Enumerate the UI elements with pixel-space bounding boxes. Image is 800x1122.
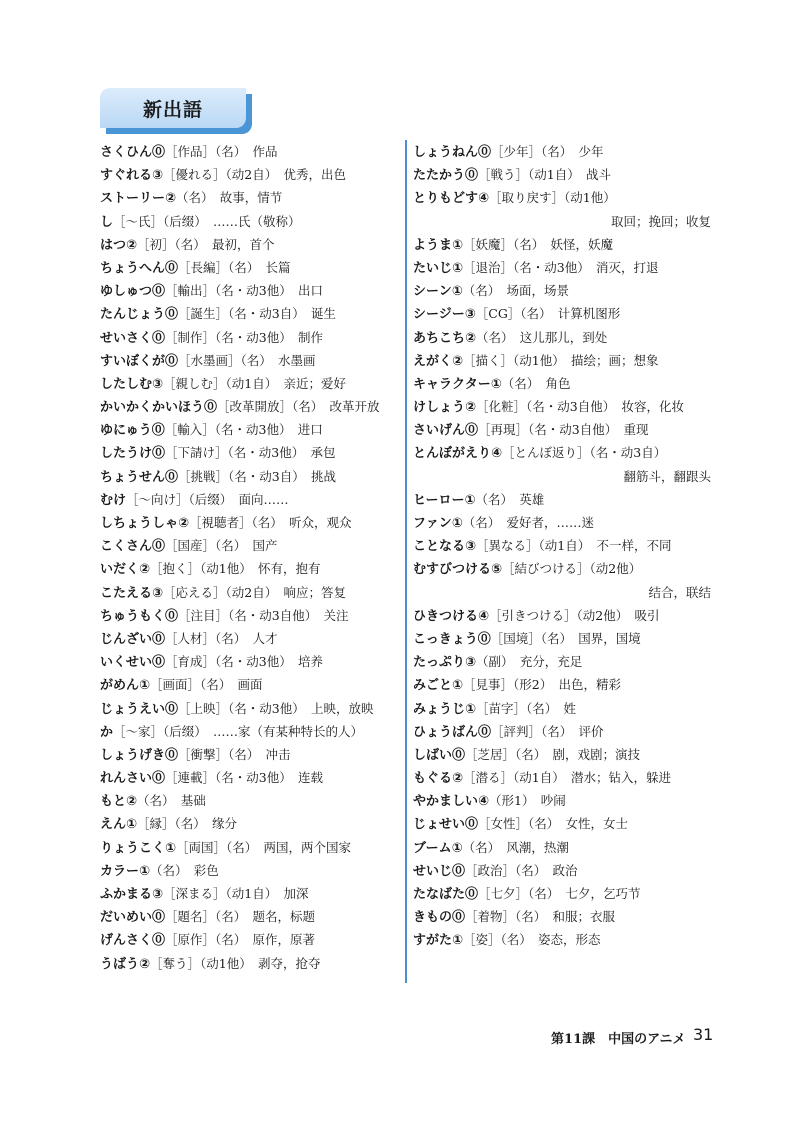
vocab-entry	[100, 326, 400, 349]
vocab-entry	[100, 557, 400, 580]
vocab-definition: （副） 充分，充足	[476, 654, 583, 670]
vocab-definition: ［両国］（名） 两国，两个国家	[176, 839, 352, 855]
vocab-entry	[100, 882, 400, 905]
vocab-definition: ［注目］（名・动3自他） 关注	[178, 607, 349, 623]
vocab-definition: ［輸入］（名・动3他） 进口	[164, 422, 323, 438]
vocab-definition: ［応える］（动2自） 响应；答复	[163, 584, 346, 600]
vocab-entry	[100, 673, 400, 696]
vocab-definition: ［衝撃］（名） 冲击	[178, 746, 291, 762]
vocab-entry	[100, 534, 400, 557]
vocab-entry	[100, 349, 400, 372]
vocab-entry	[100, 581, 400, 604]
vocab-reading: しちょうしゃ②	[100, 516, 190, 531]
vocab-definition: ［原作］（名） 原作，原著	[165, 932, 316, 948]
vocab-definition: ［抱く］（动1他） 怀有，抱有	[150, 561, 321, 577]
vocab-definition: ［芝居］（名） 剧，戏剧；演技	[465, 746, 641, 762]
vocab-entry	[413, 859, 711, 882]
vocab-entry-continuation	[413, 210, 711, 233]
vocab-reading: シーン①	[413, 284, 463, 300]
vocab-definition: ［連載］（名・动3他） 连载	[165, 770, 323, 786]
vocab-entry	[413, 395, 711, 418]
vocab-definition: ［少年］（名） 少年	[491, 144, 604, 159]
vocab-entry	[413, 418, 711, 441]
vocab-entry	[100, 789, 400, 812]
vocab-reading: せいさく⓪	[100, 330, 166, 346]
vocab-entry	[413, 812, 711, 835]
vocab-definition: ［題名］（名） 题名，标题	[165, 909, 316, 925]
page-number: 31	[693, 1025, 714, 1044]
vocab-definition: （名） 这儿那儿，到处	[476, 329, 608, 345]
vocab-definition: ［親しむ］（动1自） 亲近；爱好	[163, 375, 346, 391]
vocab-entry	[413, 163, 711, 186]
vocab-definition: ［国境］（名） 国界，国境	[490, 630, 641, 646]
vocab-definition: 结合，联结	[648, 584, 711, 600]
vocab-definition: （名） 角色	[501, 375, 571, 391]
vocab-reading: むけ	[100, 492, 127, 508]
vocab-reading: ちょうへん⓪	[100, 260, 179, 276]
vocab-entry	[413, 256, 711, 279]
vocab-definition: （名） 基础	[137, 793, 206, 809]
vocab-definition: ［見事］（形2） 出色，精彩	[463, 677, 621, 693]
vocab-definition: （形1） 吵闹	[489, 793, 566, 809]
vocab-definition: （名） 场面，场景	[462, 283, 570, 299]
vocab-entry	[100, 465, 400, 488]
vocab-definition: 取回；挽回；收复	[610, 213, 711, 229]
vocab-reading: すぐれる③	[100, 168, 164, 184]
vocab-entry	[100, 836, 400, 859]
vocab-reading: じんざい⓪	[100, 631, 166, 647]
vocab-definition: ［奪う］（动1他） 剥夺，抢夺	[150, 955, 321, 971]
vocab-definition: ［取り戻す］（动1他）	[489, 190, 616, 206]
vocab-definition: ［描く］（动1他） 描绘；画；想象	[463, 352, 659, 368]
vocab-reading: えん①	[100, 817, 138, 833]
vocab-reading: しょうげき⓪	[100, 747, 179, 763]
vocab-entry	[413, 372, 711, 395]
vocab-entry	[100, 720, 400, 743]
vocab-definition: ［制作］（名・动3他） 制作	[165, 329, 323, 345]
vocab-definition: ［長編］（名） 长篇	[178, 259, 291, 275]
vocab-reading: とりもどす④	[413, 191, 490, 207]
vocab-definition: ［挑戦］（名・动3自） 挑战	[178, 468, 336, 484]
vocab-reading: たいじ①	[413, 260, 464, 276]
vocab-entry	[100, 604, 400, 627]
vocab-reading: ちょうせん⓪	[100, 469, 179, 485]
vocab-definition: ［初］（名） 最初，首个	[137, 236, 275, 252]
vocab-entry	[413, 928, 711, 951]
vocab-definition: ［～氏］（后缀） ……氏（敬称）	[113, 213, 301, 229]
vocab-definition: ［育成］（名・动3他） 培养	[165, 654, 323, 670]
column-divider	[405, 140, 407, 983]
vocab-definition: ［作品］（名） 作品	[165, 144, 278, 159]
vocab-entry	[100, 905, 400, 928]
vocab-definition: ［輸出］（名・动3他） 出口	[165, 283, 323, 299]
vocab-reading: すがた①	[413, 933, 464, 949]
vocab-entry	[100, 952, 400, 975]
vocab-reading: し	[100, 214, 114, 230]
vocab-entry	[100, 627, 400, 650]
vocab-definition: ［画面］（名） 画面	[150, 677, 263, 693]
vocab-definition: ［～家］（后缀） ……家（有某种特长的人）	[113, 723, 364, 739]
vocab-entry-continuation	[413, 581, 711, 604]
vocab-entry	[413, 140, 711, 163]
vocab-reading: ちゅうもく⓪	[100, 608, 179, 624]
vocab-reading: しばい⓪	[413, 747, 466, 763]
vocab-entry	[100, 302, 400, 325]
vocab-entry	[100, 766, 400, 789]
vocab-entry-continuation	[413, 465, 711, 488]
vocab-reading: たなばた⓪	[413, 887, 479, 902]
vocab-reading: やかましい④	[413, 794, 490, 810]
vocab-reading: ストーリー②	[100, 191, 177, 207]
vocab-reading: たっぷり③	[413, 655, 477, 671]
vocab-reading: だいめい⓪	[100, 910, 166, 926]
vocab-reading: いだく②	[100, 562, 151, 578]
vocab-entry	[413, 743, 711, 766]
vocab-definition: ［改革開放］（名） 改革开放	[217, 399, 380, 415]
vocab-reading: ことなる③	[413, 539, 477, 555]
vocab-entry	[413, 604, 711, 627]
vocab-entry	[100, 279, 400, 302]
vocab-reading: じょうえい⓪	[100, 701, 179, 717]
vocab-reading: せいじ⓪	[413, 863, 466, 879]
vocab-definition: ［とんぼ返り］（名・动3自）	[502, 445, 667, 461]
vocab-entry	[413, 349, 711, 372]
vocab-reading: あちこち②	[413, 330, 477, 346]
vocab-entry	[413, 557, 711, 580]
vocab-definition: ［結びつける］（动2他）	[502, 561, 642, 577]
vocab-reading: はつ②	[100, 237, 138, 253]
vocab-reading: たたかう⓪	[413, 168, 479, 184]
vocab-entry	[413, 534, 711, 557]
vocab-entry	[100, 140, 400, 163]
vocab-reading: ファン①	[413, 516, 463, 531]
vocab-reading: たんじょう⓪	[100, 307, 179, 323]
vocab-column-left	[100, 140, 400, 975]
vocab-entry	[100, 928, 400, 951]
vocab-reading: しょうねん⓪	[413, 145, 492, 160]
vocab-reading: ゆしゅつ⓪	[100, 284, 166, 300]
vocab-definition: ［再現］（名・动3自他） 重现	[478, 422, 649, 438]
vocab-reading: もと②	[100, 794, 138, 810]
vocab-reading: したしむ③	[100, 376, 164, 392]
vocab-entry	[100, 233, 400, 256]
vocab-reading: じょせい⓪	[413, 817, 479, 833]
vocab-definition: ［潜る］（动1自） 潜水；钻入，躲进	[463, 770, 671, 786]
vocab-reading: キャラクター①	[413, 376, 502, 392]
vocab-definition: ［水墨画］（名） 水墨画	[178, 352, 316, 368]
vocab-reading: うばう②	[100, 956, 151, 972]
vocab-entry	[413, 766, 711, 789]
vocab-definition: ［女性］（名） 女性，女士	[478, 816, 629, 832]
vocab-reading: ようま①	[413, 237, 464, 253]
vocab-reading: とんぼがえり④	[413, 446, 503, 462]
vocab-entry	[413, 720, 711, 743]
vocab-definition: ［視聴者］（名） 听众，观众	[189, 515, 352, 530]
vocab-column-right	[413, 140, 711, 952]
vocab-definition: ［下請け］（名・动3他） 承包	[165, 445, 336, 461]
vocab-definition: ［異なる］（动1自） 不一样，不同	[476, 538, 672, 554]
vocab-definition: ［～向け］（后缀） 面向……	[126, 491, 289, 507]
vocab-reading: ゆにゅう⓪	[100, 423, 165, 439]
vocab-entry	[100, 697, 400, 720]
vocab-entry	[413, 326, 711, 349]
vocab-definition: ［着物］（名） 和服；衣服	[465, 909, 616, 925]
vocab-reading: みょうじ①	[413, 701, 477, 717]
vocab-reading: カラー①	[100, 863, 151, 879]
vocab-definition: ［上映］（名・动3他） 上映，放映	[178, 700, 374, 716]
vocab-reading: りょうこく①	[100, 840, 177, 856]
footer-lesson-title: 第11課 中国のアニメ	[551, 1032, 686, 1047]
vocab-entry	[413, 789, 711, 812]
vocab-reading: れんさい⓪	[100, 771, 166, 787]
vocab-reading: こっきょう⓪	[413, 631, 491, 647]
vocab-definition: ［退治］（名・动3他） 消灭，打退	[463, 259, 659, 275]
vocab-entry	[100, 488, 400, 511]
vocab-entry	[413, 673, 711, 696]
vocab-entry	[413, 233, 711, 256]
vocab-entry	[100, 418, 400, 441]
vocab-entry	[413, 627, 711, 650]
vocab-reading: すいぼくが⓪	[100, 353, 179, 369]
vocab-definition: ［苗字］（名） 姓	[476, 700, 577, 716]
vocab-entry	[100, 441, 400, 464]
vocab-entry	[413, 302, 711, 325]
vocab-reading: ヒーロー①	[413, 492, 476, 508]
vocab-entry	[100, 256, 400, 279]
page-title: 新出語	[100, 88, 246, 128]
vocab-definition: （名） 故事，情节	[176, 190, 283, 206]
vocab-reading: げんさく⓪	[100, 933, 166, 949]
vocab-definition: （名） 英雄	[475, 491, 545, 507]
vocab-definition: （名） 风潮，热潮	[462, 839, 569, 855]
vocab-entry	[413, 441, 711, 464]
vocab-reading: むすびつける⑤	[413, 562, 503, 578]
vocab-entry	[413, 882, 711, 905]
vocab-definition: 翻筋斗，翻跟头	[623, 468, 711, 484]
vocab-definition: ［誕生］（名・动3自） 诞生	[178, 306, 336, 322]
vocab-entry	[413, 488, 711, 511]
vocab-reading: こたえる③	[100, 585, 164, 601]
vocab-definition: ［引きつける］（动2他） 吸引	[489, 607, 660, 623]
vocab-entry	[100, 186, 400, 209]
vocab-entry	[413, 511, 711, 534]
vocab-definition: ［戦う］（动1自） 战斗	[478, 167, 611, 183]
vocab-reading: けしょう②	[413, 400, 477, 416]
vocab-definition: ［国産］（名） 国产	[165, 538, 278, 554]
vocab-reading: さくひん⓪	[100, 145, 166, 160]
vocab-entry	[100, 163, 400, 186]
vocab-reading: えがく②	[413, 353, 464, 369]
vocab-entry	[100, 859, 400, 882]
vocab-reading: ひょうばん⓪	[413, 724, 492, 740]
vocab-entry	[100, 511, 400, 534]
vocab-reading: ブーム①	[413, 840, 463, 856]
vocab-entry	[100, 650, 400, 673]
vocab-reading: いくせい⓪	[100, 655, 166, 671]
vocab-definition: ［化粧］（名・动3自他） 妆容，化妆	[476, 399, 684, 415]
vocab-definition: ［妖魔］（名） 妖怪，妖魔	[463, 236, 614, 252]
vocab-entry	[413, 650, 711, 673]
vocab-entry	[100, 743, 400, 766]
vocab-entry	[100, 812, 400, 835]
vocab-definition: （名） 爱好者，……迷	[462, 515, 595, 530]
vocab-entry	[413, 905, 711, 928]
vocab-definition: ［姿］（名） 姿态，形态	[463, 932, 601, 948]
vocab-reading: ひきつける④	[413, 608, 490, 624]
vocab-reading: きもの⓪	[413, 910, 466, 926]
vocab-entry	[100, 210, 400, 233]
vocab-entry	[100, 395, 400, 418]
vocab-entry	[100, 372, 400, 395]
vocab-reading: さいげん⓪	[413, 423, 479, 439]
vocab-definition: ［深まる］（动1自） 加深	[163, 886, 309, 901]
title-badge	[100, 88, 246, 128]
vocab-definition: ［七夕］（名） 七夕，乞巧节	[478, 886, 641, 901]
vocab-reading: したうけ⓪	[100, 446, 166, 462]
vocab-definition: ［優れる］（动2自） 优秀，出色	[163, 167, 346, 183]
vocab-definition: ［評判］（名） 评价	[491, 723, 604, 739]
vocab-entry	[413, 279, 711, 302]
vocab-definition: （名） 彩色	[150, 862, 219, 878]
vocab-reading: か	[100, 724, 114, 740]
vocab-reading: ふかまる③	[100, 887, 164, 902]
vocab-definition: ［人材］（名） 人才	[165, 630, 278, 646]
vocab-reading: もぐる②	[413, 771, 464, 787]
vocab-reading: かいかくかいほう⓪	[100, 400, 218, 416]
vocab-entry	[413, 836, 711, 859]
vocab-reading: こくさん⓪	[100, 539, 166, 555]
vocab-reading: がめん①	[100, 678, 151, 694]
vocab-entry	[413, 697, 711, 720]
vocab-reading: シージー③	[413, 307, 476, 323]
vocab-definition: ［CG］（名） 计算机图形	[475, 306, 621, 322]
vocab-reading: みごと①	[413, 678, 464, 694]
vocab-entry	[413, 186, 711, 209]
vocab-definition: ［政治］（名） 政治	[465, 862, 578, 878]
vocab-definition: ［縁］（名） 缘分	[137, 816, 238, 832]
